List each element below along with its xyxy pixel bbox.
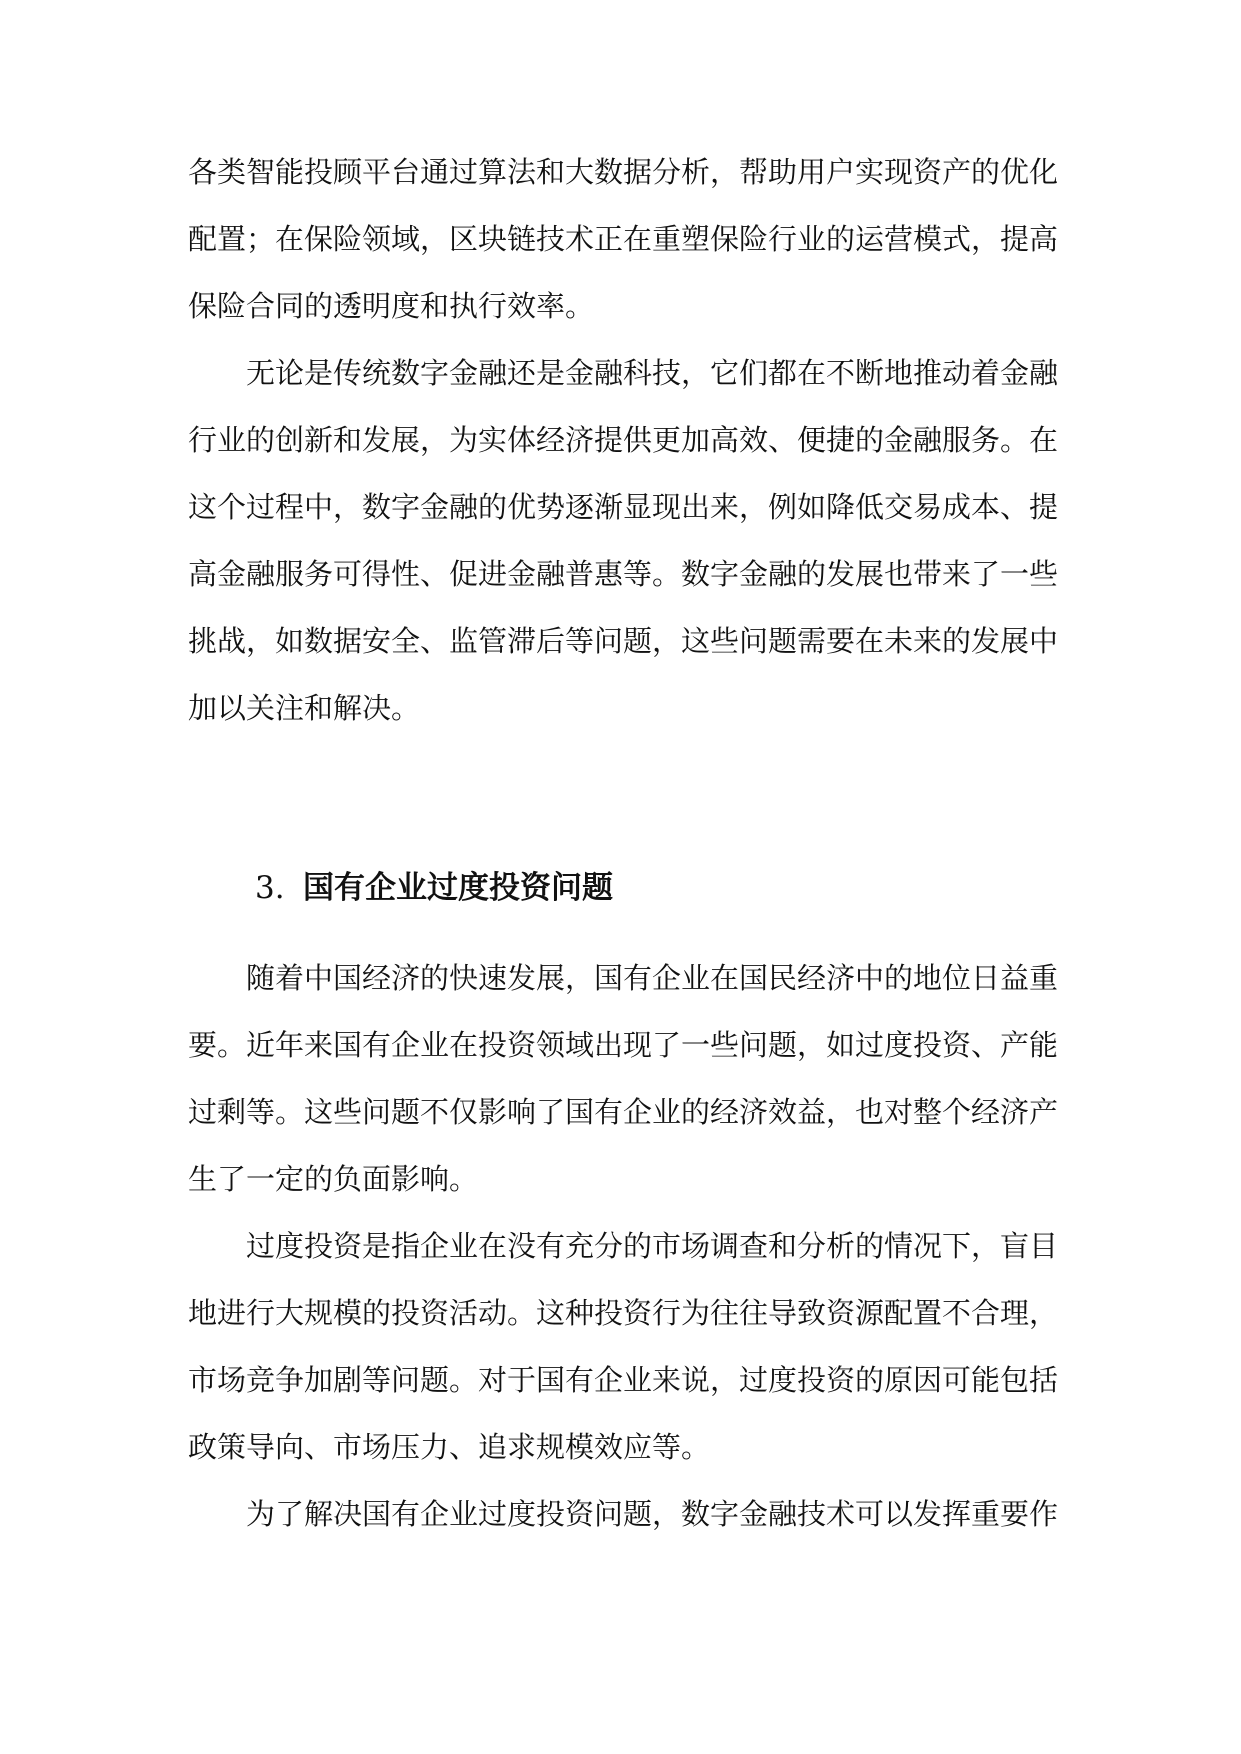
paragraph-line: 要。近年来国有企业在投资领域出现了一些问题，如过度投资、产能: [188, 1028, 1059, 1062]
paragraph-line: 过剩等。这些问题不仅影响了国有企业的经济效益，也对整个经济产: [188, 1095, 1059, 1129]
paragraph-line: 行业的创新和发展，为实体经济提供更加高效、便捷的金融服务。在: [188, 423, 1059, 457]
section-title: 国有企业过度投资问题: [303, 870, 613, 906]
section-number: 3.: [255, 870, 285, 906]
paragraph-line: 配置；在保险领域，区块链技术正在重塑保险行业的运营模式，提高: [188, 222, 1059, 256]
paragraph-line: 过度投资是指企业在没有充分的市场调查和分析的情况下，盲目: [246, 1229, 1059, 1263]
paragraph-line: 无论是传统数字金融还是金融科技，它们都在不断地推动着金融: [246, 356, 1059, 390]
paragraph-line: 为了解决国有企业过度投资问题，数字金融技术可以发挥重要作: [246, 1497, 1059, 1531]
paragraph-line: 各类智能投顾平台通过算法和大数据分析，帮助用户实现资产的优化: [188, 155, 1059, 189]
paragraph-line: 这个过程中，数字金融的优势逐渐显现出来，例如降低交易成本、提: [188, 490, 1059, 524]
paragraph-line: 地进行大规模的投资活动。这种投资行为往往导致资源配置不合理，: [188, 1296, 1059, 1330]
paragraph-line: 生了一定的负面影响。: [188, 1162, 479, 1196]
paragraph-line: 保险合同的透明度和执行效率。: [188, 289, 595, 323]
paragraph-line: 加以关注和解决。: [188, 691, 421, 725]
section-heading: [255, 866, 613, 910]
paragraph-line: 挑战，如数据安全、监管滞后等问题，这些问题需要在未来的发展中: [188, 624, 1059, 658]
paragraph-line: 随着中国经济的快速发展，国有企业在国民经济中的地位日益重: [246, 961, 1059, 995]
paragraph-line: 高金融服务可得性、促进金融普惠等。数字金融的发展也带来了一些: [188, 557, 1059, 591]
paragraph-line: 政策导向、市场压力、追求规模效应等。: [188, 1430, 711, 1464]
paragraph-line: 市场竞争加剧等问题。对于国有企业来说，过度投资的原因可能包括: [188, 1363, 1059, 1397]
